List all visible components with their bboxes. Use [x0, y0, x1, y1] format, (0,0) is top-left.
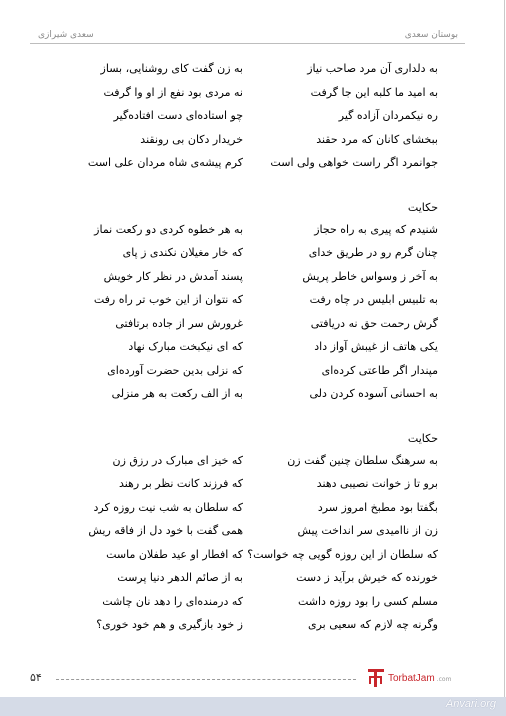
logo-text: TorbatJam [388, 672, 435, 684]
first-hemistich: خورنده که خیرش برآید ز دست [296, 571, 438, 584]
first-hemistich: مپندار اگر طاعتی کرده‌ای [321, 363, 438, 377]
couplet [58, 62, 438, 86]
header-divider [30, 43, 465, 44]
couplet [58, 501, 438, 525]
second-hemistich: کرم پیشه‌ی شاه مردان علی است [87, 156, 243, 169]
couplet [58, 618, 438, 642]
first-hemistich: ببخشای کانان که مرد حقند [316, 132, 438, 146]
first-hemistich: به تلبیس ابلیس در چاه رفت [309, 293, 438, 306]
couplet [58, 156, 438, 180]
couplet [58, 133, 438, 157]
watermark-bar [0, 697, 506, 716]
couplet [58, 387, 438, 411]
page-number: ۵۴ [30, 671, 42, 684]
second-hemistich: به زن گفت کای روشنایی، بساز [100, 62, 243, 75]
first-hemistich: چنان گرم رو در طریق خدای [308, 246, 438, 259]
first-hemistich: بگفتا بود مطبخ امروز سرد [317, 500, 438, 514]
second-hemistich: که خار مغیلان نکندی ز پای [122, 246, 243, 259]
second-hemistich: که ای نیکبخت مبارک نهاد [128, 340, 243, 353]
couplet [58, 524, 438, 548]
second-hemistich: که سلطان به شب نیت روزه کرد [93, 500, 243, 514]
first-hemistich: که سلطان از این روزه گویی چه خواست؟ [247, 547, 438, 561]
first-hemistich: وگرنه چه لازم که سعیی بری [307, 618, 438, 631]
second-hemistich: به از الف رکعت به هر منزلی [111, 387, 243, 400]
second-hemistich: به از صائم الدهر دنیا پرست [117, 571, 243, 584]
second-hemistich: که درمنده‌ای را دهد نان چاشت [102, 594, 243, 608]
first-hemistich: به آخر ز وسواس خاطر پریش [302, 269, 438, 283]
couplet [58, 571, 438, 595]
second-hemistich: غرورش سر از جاده برتافتی [115, 316, 243, 330]
couplet [58, 454, 438, 478]
second-hemistich: که افطار او عید طفلان ماست [106, 547, 243, 561]
second-hemistich: ز خود بازگیری و هم خود خوری؟ [96, 618, 243, 631]
second-hemistich: که فرزند کانت نظر بر رهند [118, 477, 243, 490]
first-hemistich: به احسانی آسوده کردن دلی [309, 387, 438, 400]
couplet [58, 86, 438, 110]
section-gap [58, 180, 438, 201]
first-hemistich: ره نیکمردان آزاده گیر [338, 109, 438, 122]
second-hemistich: پسند آمدش در نظر کار خویش [103, 269, 243, 283]
poem-body [58, 62, 438, 642]
couplet [58, 317, 438, 341]
second-hemistich: که نزلی بدین حضرت آورده‌ای [107, 363, 243, 377]
site-logo [366, 666, 451, 690]
logo-suffix: .com [436, 676, 452, 683]
second-hemistich: همی گفت با خود دل از فاقه ریش [88, 524, 243, 537]
couplet [58, 340, 438, 364]
author-name: سعدی شیرازی [38, 30, 94, 40]
first-hemistich: زن از ناامیدی سر انداخت پیش [297, 524, 438, 537]
second-hemistich: که نتوان از این خوب تر راه رفت [93, 293, 243, 306]
first-hemistich: به امید ما کلبه این جا گرفت [310, 85, 438, 99]
couplet [58, 477, 438, 501]
couplet [58, 246, 438, 270]
couplet [58, 270, 438, 294]
running-header [38, 30, 458, 44]
book-title: بوستان سعدی [404, 30, 458, 40]
first-hemistich: به دلداری آن مرد صاحب نیاز [307, 62, 438, 75]
first-hemistich: برو تا ز خوانت نصیبی دهند [316, 477, 438, 490]
couplet [58, 223, 438, 247]
second-hemistich: به هر خطوه کردی دو رکعت نماز [94, 222, 243, 236]
section-title: حکایت [407, 200, 438, 214]
couplet [58, 109, 438, 133]
first-hemistich: به سرهنگ سلطان چنین گفت زن [287, 453, 438, 467]
section-title: حکایت [407, 431, 438, 445]
first-hemistich: جوانمرد اگر راست خواهی ولی است [270, 156, 438, 169]
couplet [58, 548, 438, 572]
second-hemistich: چو استاده‌ای دست افتاده‌گیر [113, 109, 243, 122]
footer-divider [56, 679, 356, 680]
second-hemistich: خریدار دکان بی رونقند [140, 132, 243, 146]
logo-mark-icon [366, 667, 386, 689]
couplet [58, 595, 438, 619]
second-hemistich: که خیز ای مبارک در رزق زن [112, 453, 243, 467]
couplet [58, 364, 438, 388]
first-hemistich: مسلم کسی را بود روزه داشت [297, 594, 438, 608]
second-hemistich: نه مردی بود نفع از او وا گرفت [103, 85, 243, 99]
first-hemistich: یکی هاتف از غیبش آواز داد [314, 340, 438, 353]
first-hemistich: گرش رحمت حق نه دریافتی [310, 316, 438, 330]
watermark-text: Anvari.org [445, 698, 496, 710]
first-hemistich: شنیدم که پیری به راه حجاز [314, 222, 438, 236]
section-gap [58, 411, 438, 432]
couplet [58, 293, 438, 317]
